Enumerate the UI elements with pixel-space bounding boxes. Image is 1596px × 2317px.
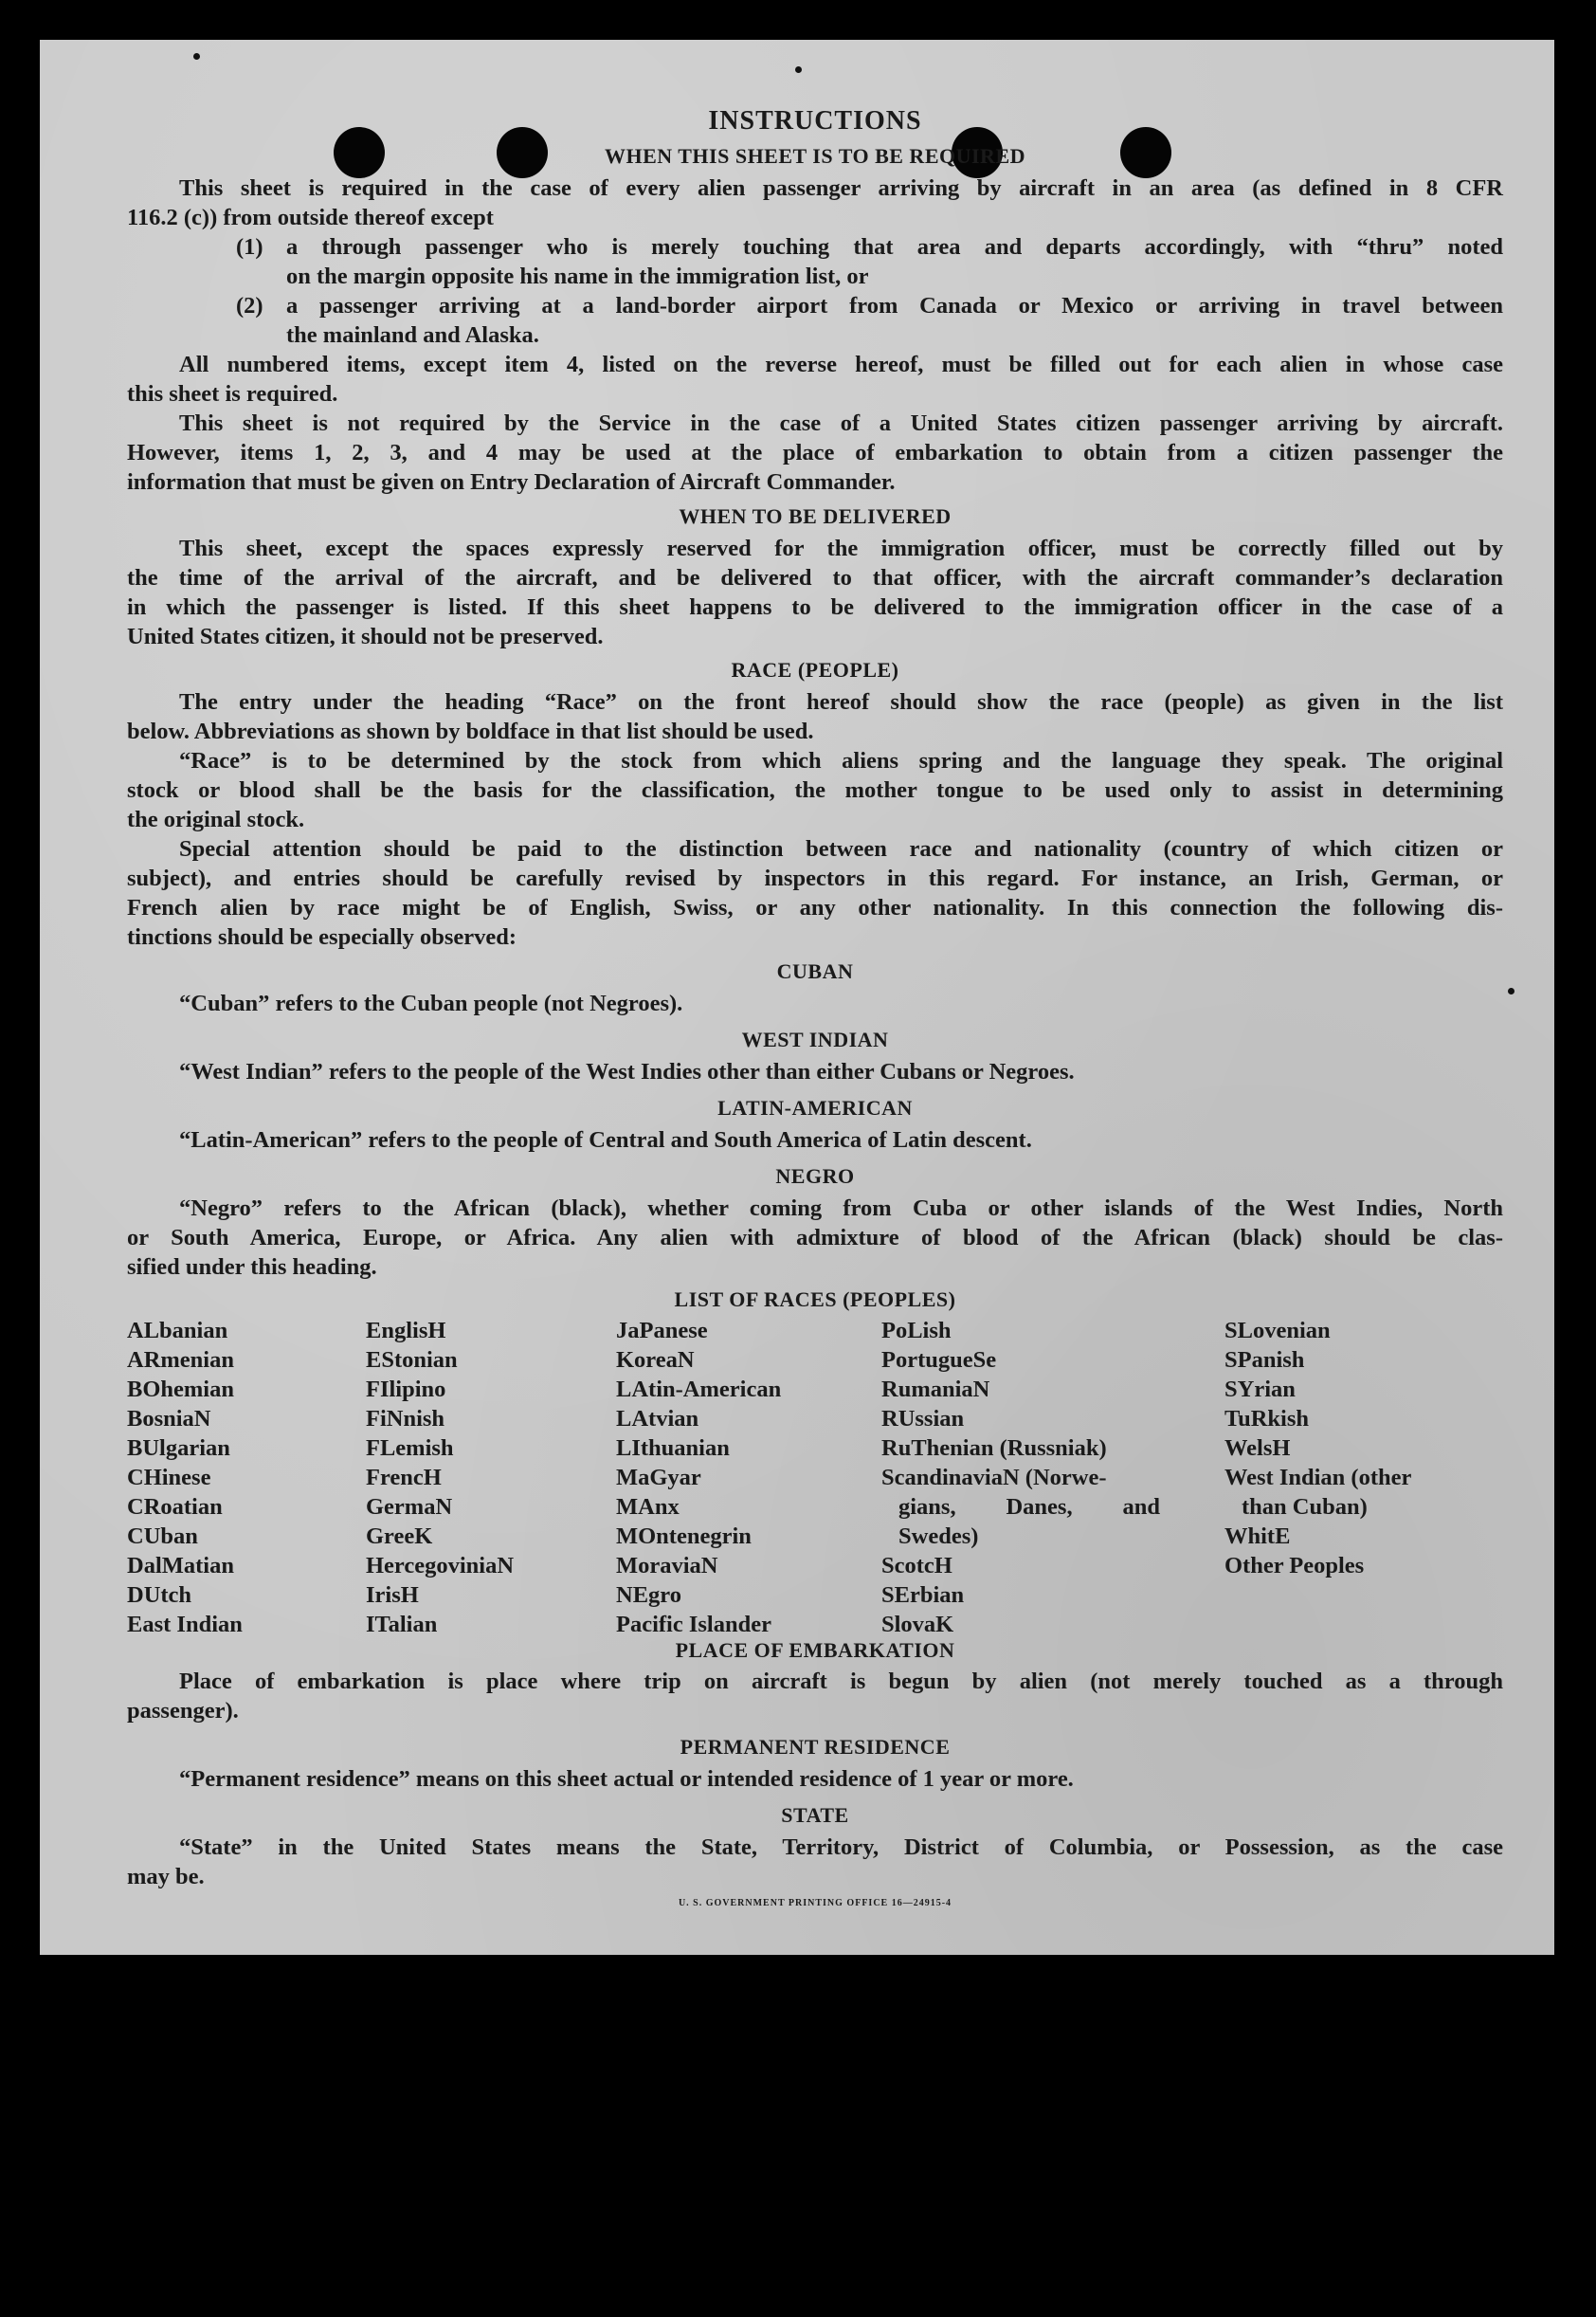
paragraph-line: “Latin-American” refers to the people of Central and South America of Latin descent. (179, 1127, 1032, 1153)
heading-when-required: WHEN THIS SHEET IS TO BE REQUIRED (604, 144, 1026, 168)
paragraph-line: “Permanent residence” means on this sheet actual or intended residence of 1 year or more. (179, 1766, 1074, 1792)
race-item: East Indian (127, 1612, 243, 1637)
heading-when-delivered: WHEN TO BE DELIVERED (679, 504, 952, 528)
race-item: DUtch (127, 1582, 192, 1608)
race-item: ScotcH (881, 1553, 952, 1578)
paragraph-line: “Negro” refers to the African (black), whether coming from Cuba or other islands of the West Indies, North (179, 1195, 1503, 1221)
race-word: and (1122, 1494, 1160, 1520)
paragraph-line: or South America, Europe, or Africa. Any alien with admixture of blood of the African (black) should be clas- (127, 1225, 1503, 1250)
race-item: JaPanese (616, 1318, 708, 1343)
race-item: LIthuanian (616, 1435, 730, 1461)
races-column-2 (366, 1316, 514, 1639)
race-item: KoreaN (616, 1347, 695, 1373)
race-item: SPanish (1224, 1347, 1305, 1373)
race-item-continued (881, 1492, 1160, 1522)
race-item: PoLish (881, 1318, 952, 1343)
race-item: BosniaN (127, 1406, 211, 1432)
paragraph-line: All numbered items, except item 4, listed on the reverse hereof, must be filled out for each alien in whose case (179, 352, 1503, 377)
dust-speck (1508, 988, 1514, 994)
paragraph-line: in which the passenger is listed. If this sheet happens to be delivered to the immigration officer in the case of a (127, 594, 1503, 620)
heading-permanent-residence: PERMANENT RESIDENCE (680, 1735, 951, 1759)
paragraph-line: The entry under the heading “Race” on the front hereof should show the race (people) as given in the list (179, 689, 1503, 715)
races-column-1 (127, 1316, 243, 1639)
paragraph-line: “State” in the United States means the State, Territory, District of Columbia, or Possession, as the case (179, 1834, 1503, 1860)
race-item: RUssian (881, 1406, 965, 1432)
race-item: ITalian (366, 1612, 438, 1637)
race-item: BUlgarian (127, 1435, 230, 1461)
paragraph-line: below. Abbreviations as shown by boldface in that list should be used. (127, 719, 814, 744)
paragraph-line: Special attention should be paid to the distinction between race and nationality (country of which citizen or (179, 836, 1503, 862)
race-item: ScandinaviaN (Norwe- (881, 1465, 1107, 1490)
race-item: Other Peoples (1224, 1553, 1365, 1578)
races-column-3 (616, 1316, 781, 1639)
race-item: RumaniaN (881, 1377, 990, 1402)
race-item: EStonian (366, 1347, 458, 1373)
race-item: LAtin-American (616, 1377, 782, 1402)
races-column-4 (881, 1316, 1160, 1639)
item-number: (1) (236, 234, 263, 260)
race-item: LAtvian (616, 1406, 699, 1432)
race-item: GermaN (366, 1494, 453, 1520)
paragraph-line: this sheet is required. (127, 381, 338, 407)
race-item: ALbanian (127, 1318, 228, 1343)
document-sheet (40, 40, 1554, 1955)
paragraph-line: “West Indian” refers to the people of the West Indies other than either Cubans or Negroes. (179, 1059, 1075, 1085)
paragraph-line: a passenger arriving at a land-border airport from Canada or Mexico or arriving in travel between (286, 293, 1503, 319)
race-item: HercegoviniaN (366, 1553, 515, 1578)
paragraph-line: tinctions should be especially observed: (127, 924, 517, 950)
paragraph-line: information that must be given on Entry Declaration of Aircraft Commander. (127, 469, 896, 495)
paragraph-line: may be. (127, 1864, 205, 1889)
paragraph-line: This sheet, except the spaces expressly reserved for the immigration officer, must be correctly filled out by (179, 536, 1503, 561)
race-item: SLovenian (1224, 1318, 1331, 1343)
heading-west-indian: WEST INDIAN (741, 1028, 889, 1051)
race-item: FLemish (366, 1435, 454, 1461)
race-word: Danes, (1006, 1494, 1073, 1520)
paragraph-line: subject), and entries should be carefully revised by inspectors in this regard. For instance, an Irish, German, or (127, 866, 1503, 891)
race-item: IrisH (366, 1582, 419, 1608)
race-item: GreeK (366, 1523, 433, 1549)
race-item: NEgro (616, 1582, 681, 1608)
paragraph-line: 116.2 (c)) from outside thereof except (127, 205, 494, 230)
heading-cuban: CUBAN (776, 959, 854, 983)
paragraph-line: This sheet is required in the case of every alien passenger arriving by aircraft in an area (as defined in 8 CFR (179, 175, 1503, 201)
race-item: SErbian (881, 1582, 965, 1608)
race-item: FiNnish (366, 1406, 445, 1432)
race-item: CHinese (127, 1465, 211, 1490)
race-item: CRoatian (127, 1494, 223, 1520)
paragraph-line: However, items 1, 2, 3, and 4 may be used at the place of embarkation to obtain from a citizen passenger the (127, 440, 1503, 465)
paragraph-line: the original stock. (127, 807, 305, 832)
paragraph-line: sified under this heading. (127, 1254, 377, 1280)
race-item: PortugueSe (881, 1347, 997, 1373)
race-item: Pacific Islander (616, 1612, 771, 1637)
race-item: SlovaK (881, 1612, 954, 1637)
heading-place-of-embarkation: PLACE OF EMBARKATION (675, 1638, 955, 1662)
paragraph-line: stock or blood shall be the basis for the classification, the mother tongue to be used only to assist in determining (127, 777, 1503, 803)
race-item: MaGyar (616, 1465, 701, 1490)
race-item: FrencH (366, 1465, 442, 1490)
page-title: INSTRUCTIONS (708, 106, 922, 136)
heading-latin-american: LATIN-AMERICAN (717, 1096, 913, 1120)
race-item: BOhemian (127, 1377, 234, 1402)
race-item: WelsH (1224, 1435, 1291, 1461)
race-item: MAnx (616, 1494, 680, 1520)
printing-office-footer: U. S. GOVERNMENT PRINTING OFFICE 16—24915-4 (678, 1898, 952, 1908)
race-word: gians, (898, 1494, 956, 1520)
race-item: MOntenegrin (616, 1523, 752, 1549)
race-item: WhitE (1224, 1523, 1291, 1549)
paragraph-line: passenger). (127, 1698, 239, 1724)
item-number: (2) (236, 293, 263, 319)
paragraph-line: “Race” is to be determined by the stock from which aliens spring and the language they speak. The original (179, 748, 1503, 774)
heading-list-of-races: LIST OF RACES (PEOPLES) (674, 1287, 956, 1311)
race-item-continued: than Cuban) (1242, 1494, 1368, 1520)
dust-speck (795, 66, 802, 73)
races-column-5 (1224, 1316, 1411, 1580)
paragraph-line: Place of embarkation is place where trip on aircraft is begun by alien (not merely touched as a through (179, 1669, 1503, 1694)
heading-state: STATE (781, 1803, 849, 1827)
race-item-continued: Swedes) (898, 1523, 979, 1549)
heading-race: RACE (PEOPLE) (731, 658, 899, 682)
race-item: ARmenian (127, 1347, 234, 1373)
paragraph-line: This sheet is not required by the Service in the case of a United States citizen passenger arriving by aircraft. (179, 410, 1503, 436)
paragraph-line: “Cuban” refers to the Cuban people (not Negroes). (179, 991, 683, 1016)
paragraph-line: United States citizen, it should not be preserved. (127, 624, 604, 649)
race-item: SYrian (1224, 1377, 1296, 1402)
race-item: DalMatian (127, 1553, 234, 1578)
dust-speck (193, 53, 200, 60)
race-item: RuThenian (Russniak) (881, 1435, 1107, 1461)
paragraph-line: the mainland and Alaska. (286, 322, 539, 348)
race-item: CUban (127, 1523, 198, 1549)
paragraph-line: French alien by race might be of English, Swiss, or any other nationality. In this connection the following dis- (127, 895, 1503, 921)
paragraph-line: on the margin opposite his name in the immigration list, or (286, 264, 869, 289)
paragraph-line: a through passenger who is merely touching that area and departs accordingly, with “thru” noted (286, 234, 1503, 260)
paragraph-line: the time of the arrival of the aircraft, and be delivered to that officer, with the aircraft commander’s declaration (127, 565, 1503, 591)
race-item: EnglisH (366, 1318, 446, 1343)
heading-negro: NEGRO (775, 1164, 855, 1188)
race-item: FIlipino (366, 1377, 446, 1402)
race-item: MoraviaN (616, 1553, 718, 1578)
race-item: West Indian (other (1224, 1465, 1412, 1490)
race-item: TuRkish (1224, 1406, 1310, 1432)
